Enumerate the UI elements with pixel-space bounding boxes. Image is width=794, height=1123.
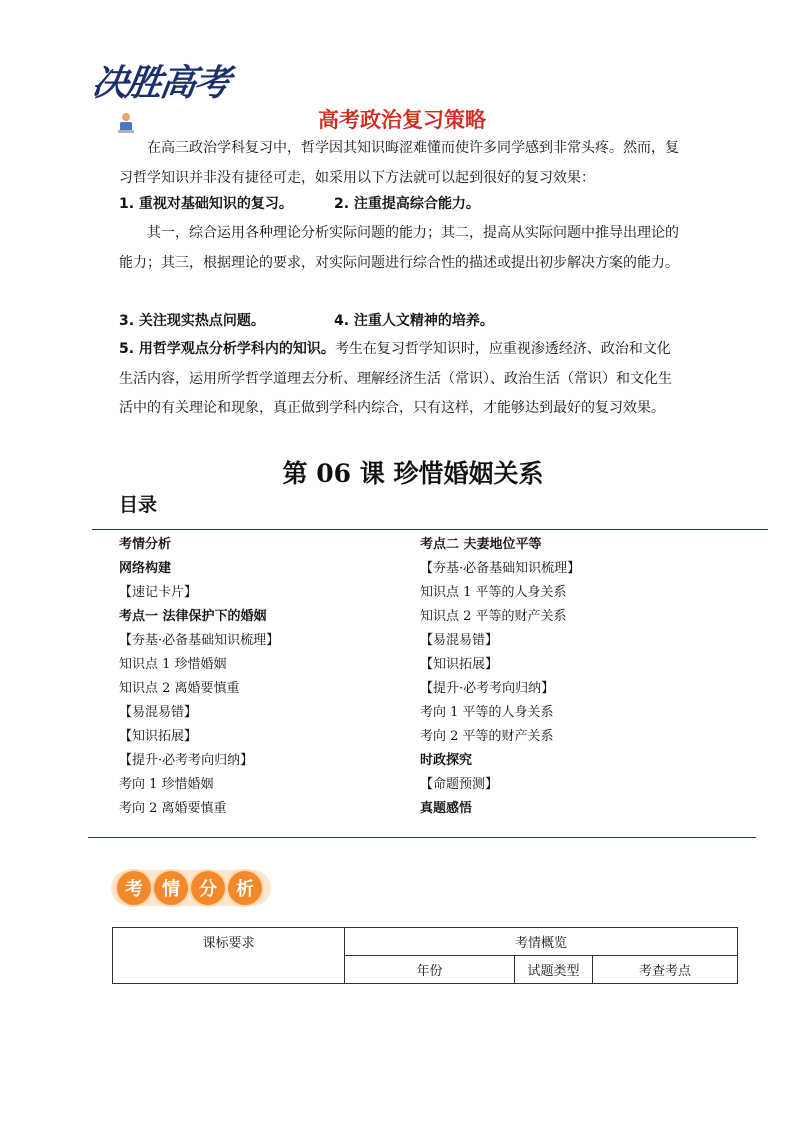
toc-item[interactable]: 知识点 1 平等的人身关系 bbox=[420, 585, 567, 600]
toc-left-column bbox=[119, 533, 279, 821]
toc-right-column bbox=[420, 533, 580, 821]
method-4: 4. 注重人文精神的培养。 bbox=[334, 313, 494, 329]
method-2-detail: 其一，综合运用各种理论分析实际问题的能力；其二，提高从实际问题中推导出理论的能力；其三，根据理论的要求，对实际问题进行综合性的描述或提出初步解决方案的能力。 bbox=[119, 225, 679, 271]
toc-item[interactable]: 考点二 夫妻地位平等 bbox=[420, 537, 542, 552]
toc-item[interactable]: 考情分析 bbox=[119, 537, 172, 552]
header-question-type: 试题类型 bbox=[515, 956, 593, 984]
toc-item[interactable]: 【速记卡片】 bbox=[119, 585, 198, 600]
toc-item[interactable]: 【知识拓展】 bbox=[119, 729, 198, 744]
intro-paragraph: 在高三政治学科复习中，哲学因其知识晦涩难懂而使许多同学感到非常头疼。然而，复习哲学知识并非没有捷径可走，如采用以下方法就可以起到很好的复习效果： bbox=[119, 140, 679, 186]
toc-top-rule bbox=[92, 529, 768, 530]
method-2: 2. 注重提高综合能力。 bbox=[334, 196, 480, 212]
toc-item[interactable]: 【提升·必考考向归纳】 bbox=[420, 681, 555, 696]
toc-item[interactable]: 【提升·必考考向归纳】 bbox=[119, 753, 254, 768]
header-year: 年份 bbox=[345, 956, 515, 984]
header-overview: 考情概览 bbox=[345, 928, 738, 956]
toc-item[interactable]: 知识点 2 离婚要慎重 bbox=[119, 681, 240, 696]
logo-text: 决胜高考 bbox=[89, 63, 231, 104]
method-1: 1. 重视对基础知识的复习。 bbox=[119, 196, 293, 212]
toc-item[interactable]: 考向 2 平等的财产关系 bbox=[420, 729, 554, 744]
methods-row-2 bbox=[119, 311, 494, 331]
toc-item[interactable]: 考向 2 离婚要慎重 bbox=[119, 801, 227, 816]
banner-char: 考 bbox=[117, 871, 151, 905]
toc-item[interactable]: 真题感悟 bbox=[420, 801, 473, 816]
method-5: 5. 用哲学观点分析学科内的知识。 bbox=[119, 341, 335, 357]
header-standard: 课标要求 bbox=[113, 928, 345, 984]
toc-item[interactable]: 【夯基·必备基础知识梳理】 bbox=[119, 633, 280, 648]
toc-heading: 目录 bbox=[119, 494, 158, 516]
exam-overview-table bbox=[112, 927, 738, 984]
main-title: 高考政治复习策略 bbox=[318, 108, 486, 132]
section-banner-exam-analysis bbox=[117, 868, 265, 908]
toc-item[interactable]: 知识点 1 珍惜婚姻 bbox=[119, 657, 227, 672]
method-5-detail: 考生在复习哲学知识时，应重视渗透经济、政治和文化生活内容，运用所学哲学道理去分析、理解经济生活（常识）、政治生活（常识）和文化生活中的有关理论和现象，真正做到学科内综合，只有这样，才能够达到最好的复习效果。 bbox=[119, 341, 672, 416]
toc-item[interactable]: 知识点 2 平等的财产关系 bbox=[420, 609, 567, 624]
toc-item[interactable]: 时政探究 bbox=[420, 753, 473, 768]
toc-item[interactable]: 考向 1 珍惜婚姻 bbox=[119, 777, 214, 792]
toc-item[interactable]: 【命题预测】 bbox=[420, 777, 499, 792]
method-5-paragraph bbox=[119, 335, 679, 424]
toc-bottom-rule bbox=[88, 837, 756, 838]
header-exam-point: 考查考点 bbox=[593, 956, 738, 984]
toc-item[interactable]: 【易混易错】 bbox=[420, 633, 499, 648]
methods-row-1 bbox=[119, 194, 480, 214]
method-3: 3. 关注现实热点问题。 bbox=[119, 313, 265, 329]
banner-char: 情 bbox=[154, 871, 188, 905]
banner-char: 析 bbox=[228, 871, 262, 905]
toc-item[interactable]: 网络构建 bbox=[119, 561, 172, 576]
toc-item[interactable]: 考点一 法律保护下的婚姻 bbox=[119, 609, 267, 624]
banner-char: 分 bbox=[191, 871, 225, 905]
toc-item[interactable]: 考向 1 平等的人身关系 bbox=[420, 705, 554, 720]
toc-item[interactable]: 【知识拓展】 bbox=[420, 657, 499, 672]
toc-item[interactable]: 【易混易错】 bbox=[119, 705, 198, 720]
lesson-title: 第 06 课 珍惜婚姻关系 bbox=[282, 459, 544, 488]
toc-item[interactable]: 【夯基·必备基础知识梳理】 bbox=[420, 561, 581, 576]
